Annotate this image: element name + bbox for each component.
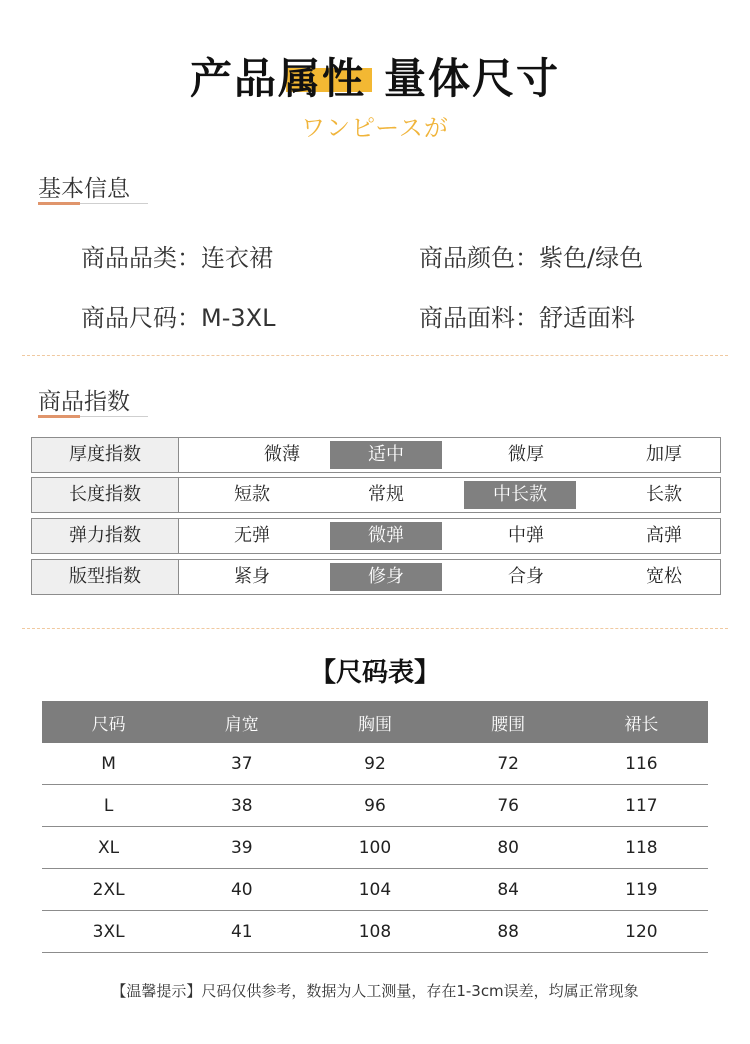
table-cell: 80 [442,827,575,869]
index-option: 常规 [368,484,404,505]
info-size: 商品尺码：M-3XL [81,304,276,332]
index-row-thickness [31,437,721,473]
table-row [42,785,708,827]
table-cell: 100 [308,827,441,869]
table-cell: XL [42,827,175,869]
index-option: 中弹 [508,525,544,546]
column-header: 腰围 [442,701,575,743]
product-index-accent [38,415,80,418]
subtitle: ワンピースが [301,114,449,142]
divider [22,628,728,629]
table-cell: 76 [442,785,575,827]
index-option-selected: 适中 [330,441,442,469]
index-option: 紧身 [234,566,270,587]
index-label: 厚度指数 [32,438,179,472]
table-cell: 120 [575,911,708,953]
table-row [42,911,708,953]
index-label: 长度指数 [32,478,179,512]
table-cell: 2XL [42,869,175,911]
size-chart-title: 【尺码表】 [309,658,440,688]
column-header: 裙长 [575,701,708,743]
info-category: 商品品类：连衣裙 [81,244,273,272]
index-option: 高弹 [646,525,682,546]
index-row-fit [31,559,721,595]
table-cell: 88 [442,911,575,953]
index-option-selected: 修身 [330,563,442,591]
index-option-selected: 微弹 [330,522,442,550]
basic-info-accent [38,202,80,205]
table-cell: 72 [442,743,575,785]
title-highlight-part [190,46,366,106]
column-header: 肩宽 [175,701,308,743]
table-cell: M [42,743,175,785]
index-option-selected: 中长款 [464,481,576,509]
table-cell: L [42,785,175,827]
size-tip: 【温馨提示】尺码仅供参考，数据为人工测量，存在1-3cm误差，均属正常现象 [111,982,639,1000]
size-table [42,701,708,953]
index-option: 加厚 [646,444,682,465]
index-option: 微薄 [264,444,300,465]
index-option: 无弹 [234,525,270,546]
info-color: 商品颜色：紫色/绿色 [419,244,644,272]
column-header: 尺码 [42,701,175,743]
product-index-heading: 商品指数 [38,389,130,415]
column-header: 胸围 [308,701,441,743]
index-option: 微厚 [508,444,544,465]
index-option: 宽松 [646,566,682,587]
table-cell: 37 [175,743,308,785]
table-row [42,869,708,911]
index-option: 长款 [646,484,682,505]
table-cell: 92 [308,743,441,785]
table-cell: 38 [175,785,308,827]
size-table-header [42,701,708,743]
page-title [0,46,750,106]
table-cell: 104 [308,869,441,911]
table-cell: 118 [575,827,708,869]
index-row-length [31,477,721,513]
basic-info-heading: 基本信息 [38,176,130,202]
index-option: 短款 [234,484,270,505]
table-cell: 84 [442,869,575,911]
index-label: 版型指数 [32,560,179,594]
table-row [42,743,708,785]
table-row [42,827,708,869]
table-cell: 40 [175,869,308,911]
table-cell: 116 [575,743,708,785]
index-label: 弹力指数 [32,519,179,553]
table-cell: 96 [308,785,441,827]
table-cell: 41 [175,911,308,953]
title-part1: 产品属性 [189,54,366,103]
table-cell: 119 [575,869,708,911]
table-cell: 39 [175,827,308,869]
table-cell: 3XL [42,911,175,953]
table-cell: 108 [308,911,441,953]
index-row-elasticity [31,518,721,554]
divider [22,355,728,356]
info-fabric: 商品面料：舒适面料 [419,304,635,332]
table-cell: 117 [575,785,708,827]
index-option: 合身 [508,566,544,587]
title-part2: 量体尺寸 [384,54,561,103]
